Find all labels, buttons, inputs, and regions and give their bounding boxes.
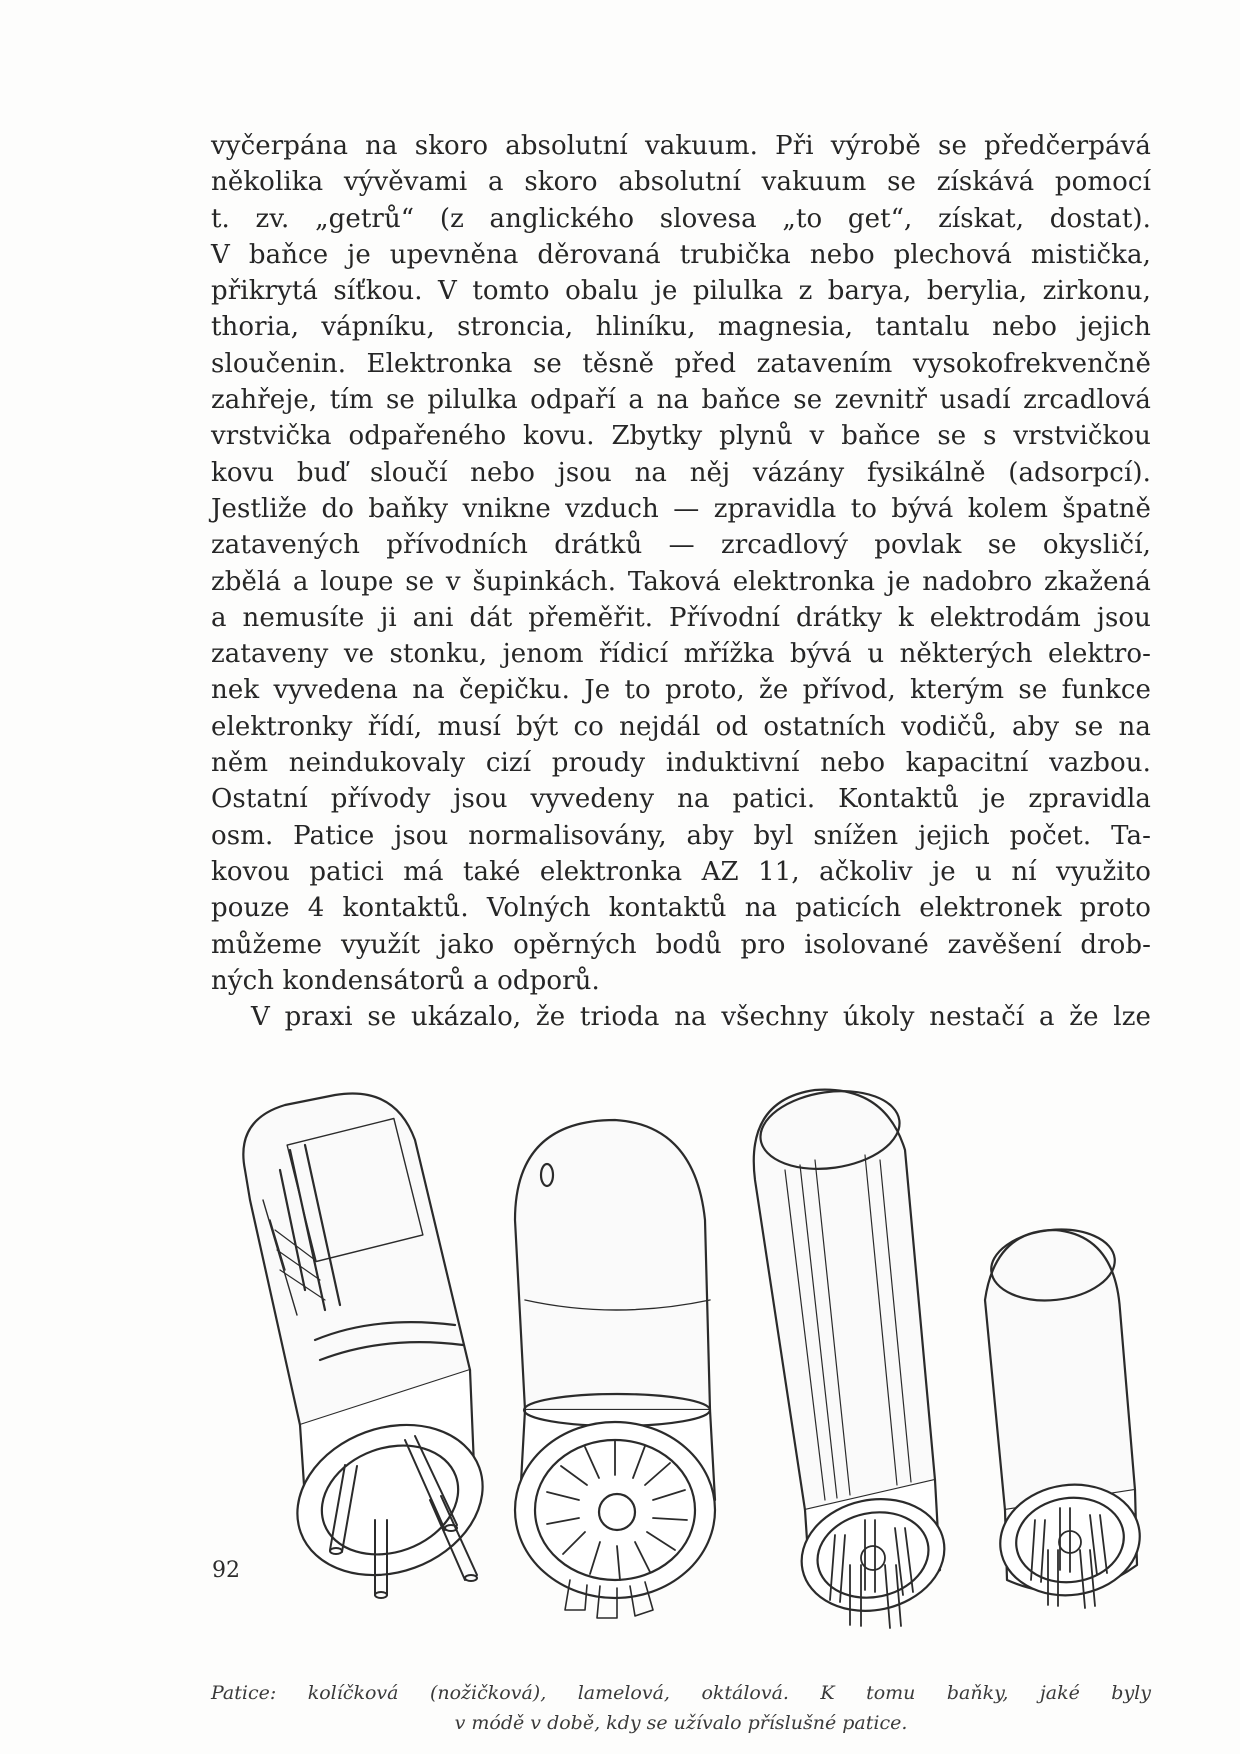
small-octal-tube	[985, 1224, 1147, 1608]
lamel-base-tube	[515, 1120, 715, 1618]
text-line: elektronky řídí, musí být co nejdál od ostatních vodičů, aby se na	[211, 711, 1151, 742]
text-line: zatavených přívodních drátků — zrcadlový povlak se okysličí,	[211, 530, 1151, 561]
paragraph-start-line: V praxi se ukázalo, že trioda na všechny úkoly nestačí a že lze	[251, 1002, 1151, 1033]
body-text	[211, 128, 1151, 1035]
text-line: ných kondensátorů a odporů.	[211, 965, 600, 996]
caption-line: v módě v době, kdy se užívalo příslušné patice.	[454, 1712, 908, 1734]
text-line: přikrytá síťkou. V tomto obalu je pilulka z barya, berylia, zirkonu,	[211, 276, 1151, 307]
text-line: vyčerpána na skoro absolutní vakuum. Při výrobě se předčerpává	[211, 131, 1151, 161]
page-number: 92	[212, 1558, 240, 1583]
figure-caption	[211, 1678, 1151, 1738]
text-line: zbělá a loupe se v šupinkách. Taková elektronka je nadobro zkažená	[211, 566, 1151, 597]
text-line: vrstvička odpařeného kovu. Zbytky plynů v baňce se s vrstvičkou	[211, 421, 1151, 452]
caption-line: Patice: kolíčková (nožičková), lamelová, oktálová. K tomu baňky, jaké byly	[211, 1682, 1151, 1704]
text-line: něm neindukovaly cizí proudy induktivní nebo kapacitní vazbou.	[211, 748, 1151, 779]
text-line: několika vývěvami a skoro absolutní vakuum se získává pomocí	[211, 167, 1151, 198]
pin-base-tube	[243, 1093, 504, 1600]
text-line: můžeme využít jako opěrných bodů pro isolované zavěšení drob-	[211, 929, 1151, 960]
octal-base-tube	[754, 1083, 955, 1628]
text-line: sloučenin. Elektronka se těsně před zatavením vysokofrekvenčně	[211, 348, 1151, 379]
text-line: osm. Patice jsou normalisovány, aby byl snížen jejich počet. Ta-	[211, 820, 1151, 851]
text-line: zataveny ve stonku, jenom řídicí mřížka bývá u některých elektro-	[211, 639, 1151, 670]
text-line: nek vyvedena na čepičku. Je to proto, že přívod, kterým se funkce	[211, 675, 1151, 706]
text-line: kovou patici má také elektronka AZ 11, ačkoliv je u ní využito	[211, 856, 1151, 887]
text-line: pouze 4 kontaktů. Volných kontaktů na paticích elektronek proto	[211, 893, 1151, 924]
tube-bases-illustration	[225, 1080, 1155, 1650]
text-line: kovu buď sloučí nebo jsou na něj vázány fysikálně (adsorpcí).	[211, 457, 1151, 488]
text-line: t. zv. „getrů“ (z anglického slovesa „to get“, získat, dostat).	[211, 203, 1151, 234]
text-line: Jestliže do baňky vnikne vzduch — zpravidla to bývá kolem špatně	[211, 493, 1151, 524]
text-line: zahřeje, tím se pilulka odpaří a na baňce se zevnitř usadí zrcadlová	[211, 385, 1151, 416]
text-line: V baňce je upevněna děrovaná trubička nebo plechová mistička,	[211, 239, 1151, 270]
text-line: a nemusíte ji ani dát přeměřit. Přívodní drátky k elektrodám jsou	[211, 602, 1151, 633]
text-line: thoria, vápníku, stroncia, hliníku, magnesia, tantalu nebo jejich	[211, 312, 1151, 343]
text-line: Ostatní přívody jsou vyvedeny na patici. Kontaktů je zpravidla	[211, 784, 1151, 815]
